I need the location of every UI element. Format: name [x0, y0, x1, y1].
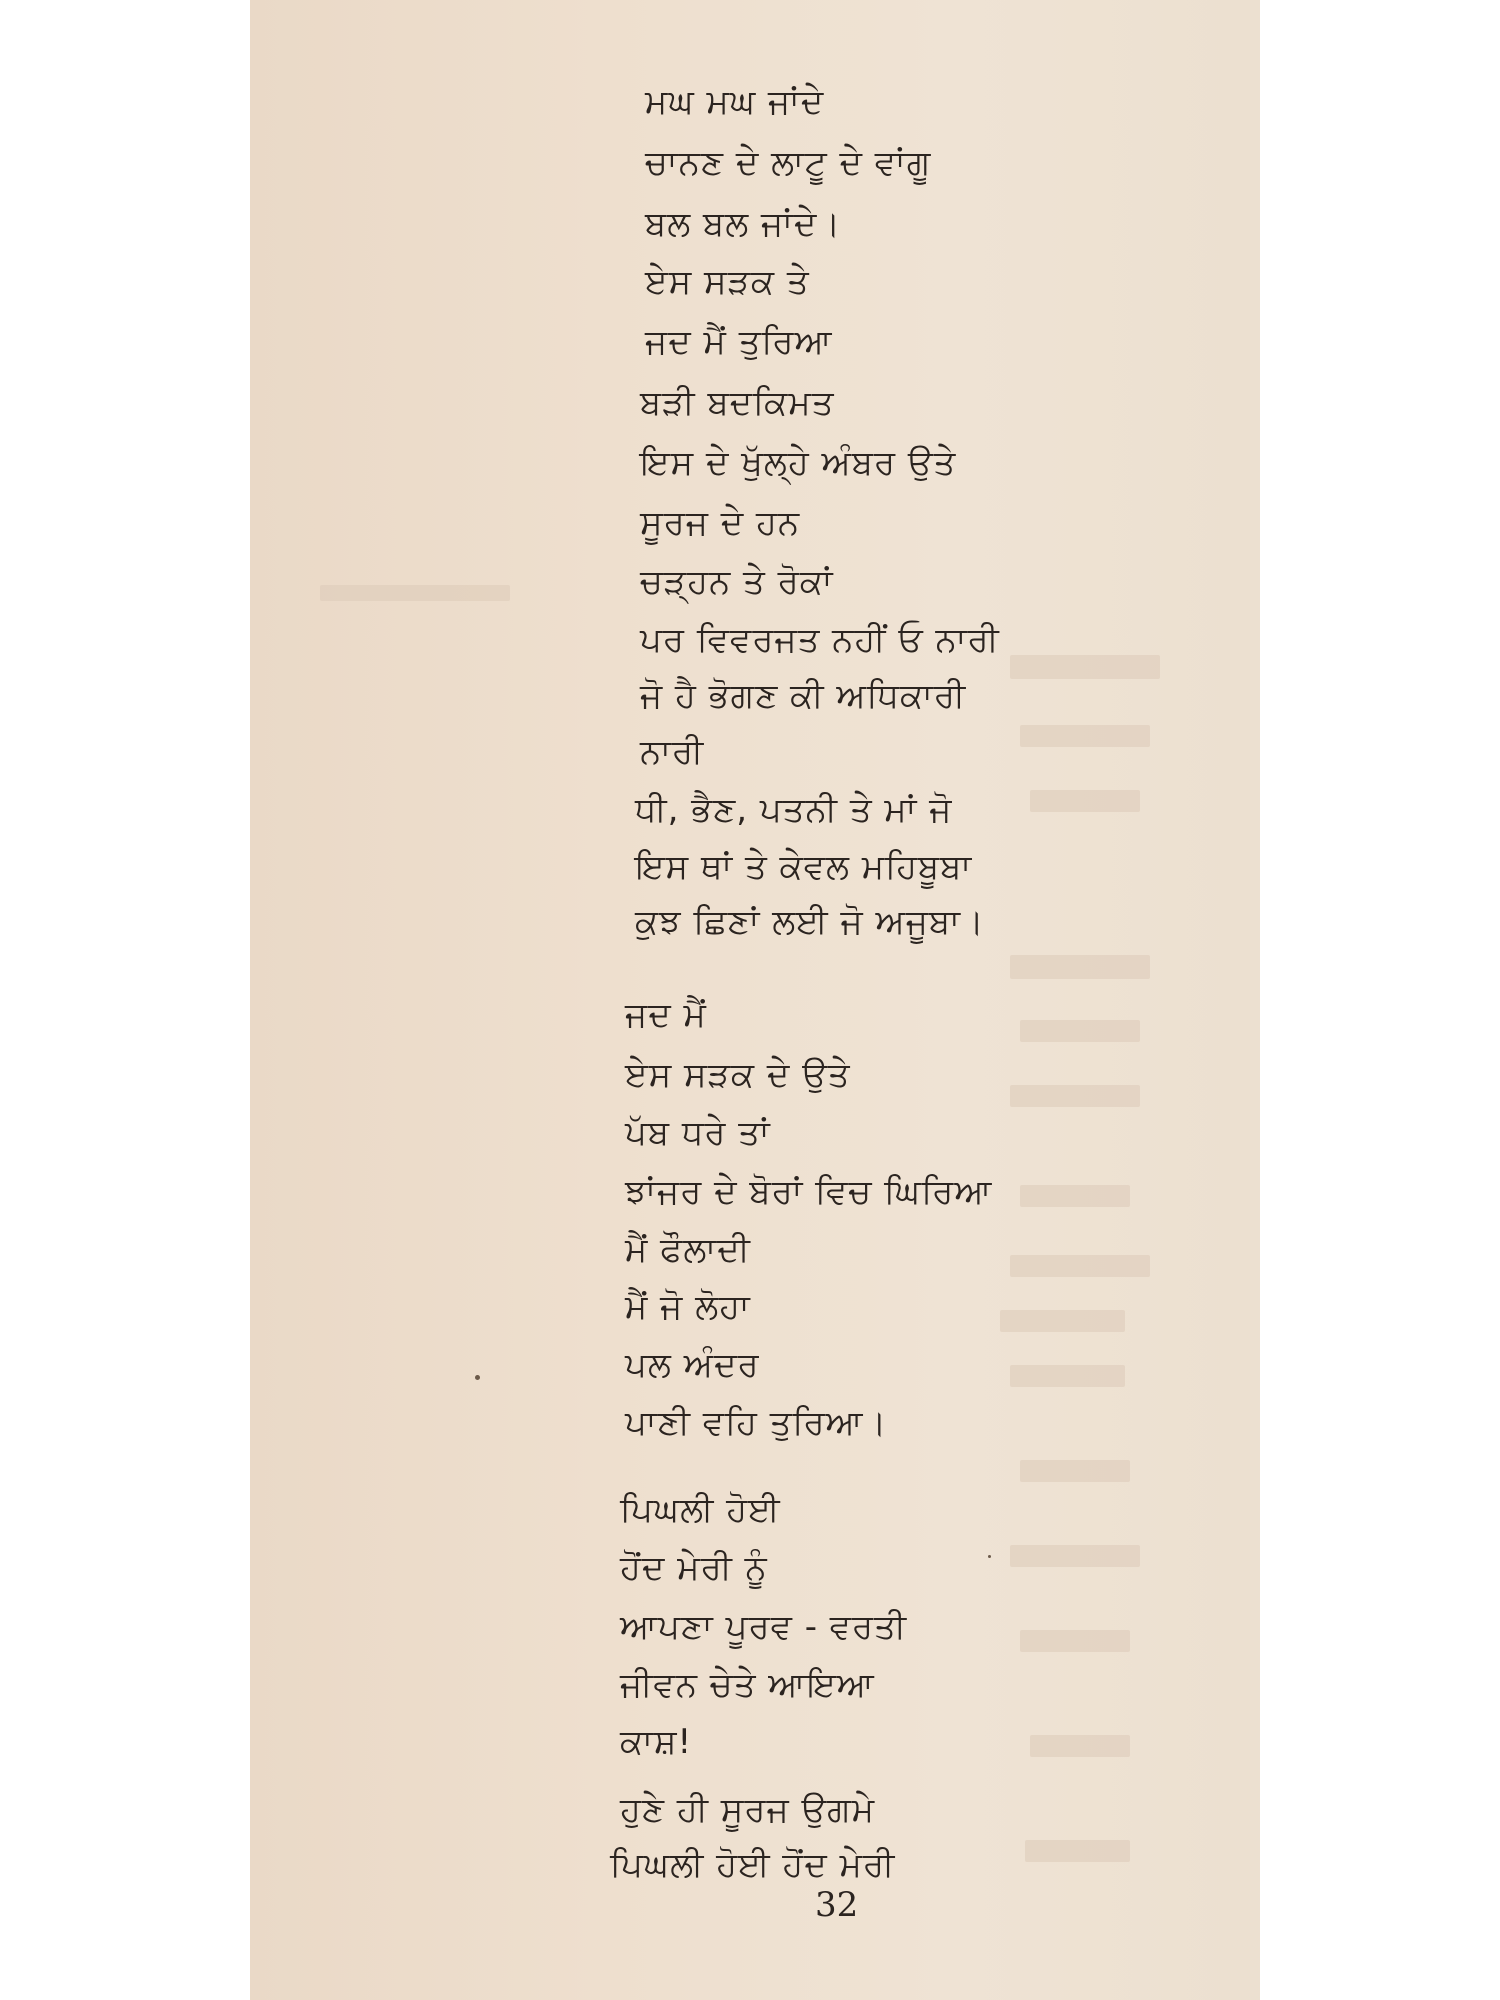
bleed-through-mark — [1010, 1365, 1125, 1387]
poem-line: ਮਘ ਮਘ ਜਾਂਦੇ — [645, 82, 825, 122]
poem-line: ਪਿਘਲੀ ਹੋਈ ਹੋਂਦ ਮੇਰੀ — [610, 1845, 896, 1885]
poem-line: ਪਲ ਅੰਦਰ — [625, 1345, 760, 1385]
poem-line: ਹੋਂਦ ਮੇਰੀ ਨੂੰ — [620, 1548, 768, 1588]
poem-line: ਮੈਂ ਫੌਲਾਦੀ — [625, 1230, 751, 1270]
poem-line: ਜਦ ਮੈਂ ਤੁਰਿਆ — [645, 322, 833, 362]
poem-line: ਝਾਂਜਰ ਦੇ ਬੋਰਾਂ ਵਿਚ ਘਿਰਿਆ — [625, 1172, 993, 1212]
poem-line: ਪਰ ਵਿਵਰਜਤ ਨਹੀਂ ਓ ਨਾਰੀ — [640, 620, 1000, 660]
bleed-through-mark — [320, 585, 510, 601]
poem-line: ਕਾਸ਼! — [620, 1722, 693, 1762]
poem-line: ਬਲ ਬਲ ਜਾਂਦੇ। — [645, 204, 842, 244]
bleed-through-mark — [1020, 1630, 1130, 1652]
poem-line: ਬੜੀ ਬਦਕਿਮਤ — [640, 383, 835, 423]
bleed-through-mark — [1010, 655, 1160, 679]
poem-line: ਪਿਘਲੀ ਹੋਈ — [620, 1490, 781, 1530]
poem-line: ਹੁਣੇ ਹੀ ਸੂਰਜ ਉਗਮੇ — [620, 1790, 876, 1830]
bleed-through-mark — [1000, 1310, 1125, 1332]
bleed-through-mark — [1030, 1735, 1130, 1757]
page-number: 32 — [815, 1885, 859, 1925]
bleed-through-mark — [1020, 1020, 1140, 1042]
bleed-through-mark — [1030, 790, 1140, 812]
poem-line: ਜੀਵਨ ਚੇਤੇ ਆਇਆ — [620, 1665, 875, 1705]
bleed-through-mark — [1020, 725, 1150, 747]
bleed-through-mark — [1010, 1545, 1140, 1567]
poem-line: ਨਾਰੀ — [640, 732, 705, 772]
bleed-through-mark — [1010, 955, 1150, 979]
ink-speck — [988, 1555, 991, 1558]
ink-speck — [475, 1375, 480, 1380]
poem-line: ਏਸ ਸੜਕ ਤੇ — [645, 262, 810, 302]
bleed-through-mark — [1025, 1840, 1130, 1862]
bleed-through-mark — [1010, 1085, 1140, 1107]
poem-line: ਚੜ੍ਹਨ ਤੇ ਰੋਕਾਂ — [640, 562, 834, 602]
poem-line: ਕੁਝ ਛਿਣਾਂ ਲਈ ਜੋ ਅਜੂਬਾ। — [635, 902, 985, 942]
poem-line: ਪੱਬ ਧਰੇ ਤਾਂ — [625, 1113, 771, 1153]
bleed-through-mark — [1010, 1255, 1150, 1277]
poem-line: ਸੂਰਜ ਦੇ ਹਨ — [640, 503, 801, 543]
poem-line: ਧੀ, ਭੈਣ, ਪਤਨੀ ਤੇ ਮਾਂ ਜੋ — [635, 790, 953, 830]
bleed-through-mark — [1020, 1460, 1130, 1482]
book-page — [250, 0, 1260, 2000]
poem-line: ਪਾਣੀ ਵਹਿ ਤੁਰਿਆ। — [625, 1403, 888, 1443]
poem-line: ਜੋ ਹੈ ਭੋਗਣ ਕੀ ਅਧਿਕਾਰੀ — [640, 676, 967, 716]
poem-line: ਆਪਣਾ ਪੂਰਵ - ਵਰਤੀ — [620, 1607, 908, 1647]
poem-line: ਇਸ ਦੇ ਖੁੱਲ੍ਹੇ ਅੰਬਰ ਉਤੇ — [640, 443, 957, 483]
bleed-through-mark — [1020, 1185, 1130, 1207]
poem-line: ਜਦ ਮੈਂ — [625, 995, 707, 1035]
poem-line: ਚਾਨਣ ਦੇ ਲਾਟੂ ਦੇ ਵਾਂਗੂ — [645, 143, 932, 183]
poem-line: ਮੈਂ ਜੋ ਲੋਹਾ — [625, 1287, 751, 1327]
poem-line: ਏਸ ਸੜਕ ਦੇ ਉਤੇ — [625, 1055, 851, 1095]
poem-line: ਇਸ ਥਾਂ ਤੇ ਕੇਵਲ ਮਹਿਬੂਬਾ — [635, 847, 973, 887]
